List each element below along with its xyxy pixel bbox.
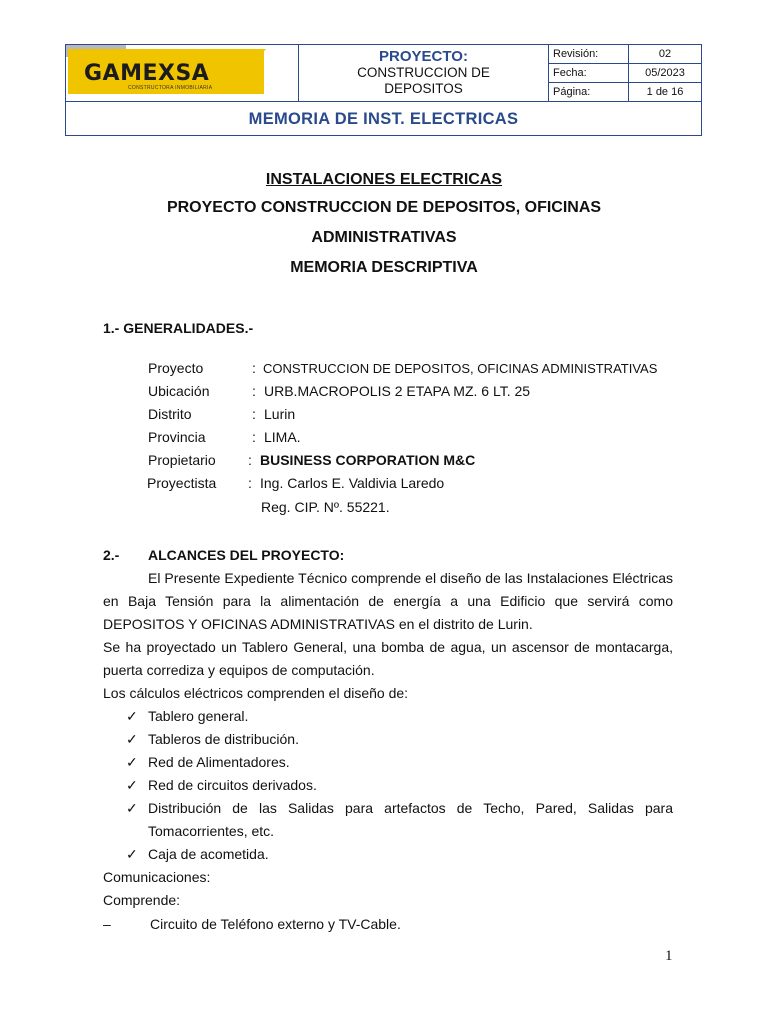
document-header: [65, 44, 702, 136]
list-item-text: Caja de acometida.: [148, 846, 269, 862]
registration-number: Reg. CIP. Nº. 55221.: [261, 499, 390, 515]
field-value-proyecto: CONSTRUCCION DE DEPOSITOS, OFICINAS ADMINISTRATIVAS: [263, 361, 658, 376]
meta-row-page: [549, 83, 701, 101]
field-colon: :: [252, 383, 256, 399]
field-label-proyectista: Proyectista: [147, 475, 217, 491]
title-proyecto: PROYECTO CONSTRUCCION DE DEPOSITOS, OFICINAS: [166, 199, 602, 216]
checkmark-icon: ✓: [126, 731, 138, 747]
project-label: PROYECTO:: [379, 48, 468, 65]
comms-item: Circuito de Teléfono externo y TV-Cable.: [150, 916, 401, 932]
field-value-proyectista: Ing. Carlos E. Valdivia Laredo: [260, 475, 445, 491]
title-administrativas: ADMINISTRATIVAS: [311, 229, 457, 246]
meta-table: [549, 45, 701, 101]
list-item-text: Red de Alimentadores.: [148, 754, 290, 770]
meta-row-date: [549, 64, 701, 83]
checkmark-icon: ✓: [126, 708, 138, 724]
field-label-propietario: Propietario: [148, 452, 216, 468]
section2-paragraph-3: Los cálculos eléctricos comprenden el diseño de:: [103, 685, 409, 701]
meta-value: 05/2023: [645, 67, 685, 79]
section2-paragraph-2: Se ha proyectado un Tablero General, una bomba de agua, un ascensor de montacarga, puerta corrediza y equipos de computación.: [103, 639, 673, 678]
title-instalaciones: INSTALACIONES ELECTRICAS: [265, 171, 503, 188]
header-top-row: [66, 45, 701, 102]
field-colon: :: [252, 360, 256, 376]
dash-bullet: –: [103, 916, 111, 932]
checkmark-icon: ✓: [126, 846, 138, 862]
meta-key: Página:: [549, 83, 629, 101]
logo-triangle: [226, 49, 266, 94]
memo-title: MEMORIA DE INST. ELECTRICAS: [248, 110, 519, 128]
checkmark-icon: ✓: [126, 777, 138, 793]
field-value-ubicacion: URB.MACROPOLIS 2 ETAPA MZ. 6 LT. 25: [264, 383, 531, 399]
meta-key: Revisión:: [549, 45, 629, 63]
logo-subtext: CONSTRUCTORA INMOBILIARIA: [128, 85, 213, 91]
project-cell: [299, 45, 549, 101]
page-number: 1: [665, 948, 673, 964]
field-value-distrito: Lurin: [264, 406, 296, 422]
project-name-line2: DEPOSITOS: [384, 81, 463, 96]
meta-key: Fecha:: [549, 64, 629, 82]
section2-number: 2.-: [103, 547, 120, 563]
field-colon: :: [252, 406, 256, 422]
comprende-label: Comprende:: [103, 892, 181, 908]
field-value-provincia: LIMA.: [264, 429, 301, 445]
section2-paragraph-1: El Presente Expediente Técnico comprende el diseño de las Instalaciones Eléctricas en Baja Tensión para la alimentación de energía a una Edificio que servirá como DEPOSITOS Y OFICINAS ADMINISTRATIVAS en el distrito de Lurin.: [103, 570, 673, 632]
list-item-text: Tableros de distribución.: [148, 731, 299, 747]
logo-text: GAMEXSA: [84, 61, 210, 86]
field-label-ubicacion: Ubicación: [148, 383, 210, 399]
section2-heading: ALCANCES DEL PROYECTO:: [148, 547, 345, 563]
meta-value: 02: [658, 48, 672, 60]
company-logo: [66, 45, 299, 101]
field-label-provincia: Provincia: [148, 429, 206, 445]
section1-heading: 1.- GENERALIDADES.-: [103, 320, 254, 336]
list-item-text: Red de circuitos derivados.: [148, 777, 317, 793]
checkmark-icon: ✓: [126, 754, 138, 770]
checkmark-icon: ✓: [126, 800, 138, 816]
list-item-text: Tablero general.: [148, 708, 249, 724]
list-item-text: Distribución de las Salidas para artefactos de Techo, Pared, Salidas para: [148, 800, 673, 816]
comms-heading: Comunicaciones:: [103, 869, 211, 885]
field-label-proyecto: Proyecto: [148, 360, 204, 376]
field-colon: :: [248, 452, 252, 468]
field-label-distrito: Distrito: [148, 406, 192, 422]
field-value-propietario: BUSINESS CORPORATION M&C: [260, 452, 476, 468]
field-colon: :: [252, 429, 256, 445]
project-name-line1: CONSTRUCCION DE: [357, 65, 490, 80]
meta-value: 1 de 16: [646, 86, 684, 98]
meta-row-revision: [549, 45, 701, 64]
title-memoria: MEMORIA DESCRIPTIVA: [290, 259, 478, 276]
list-item-text: Tomacorrientes, etc.: [148, 823, 275, 839]
field-colon: :: [248, 475, 252, 491]
